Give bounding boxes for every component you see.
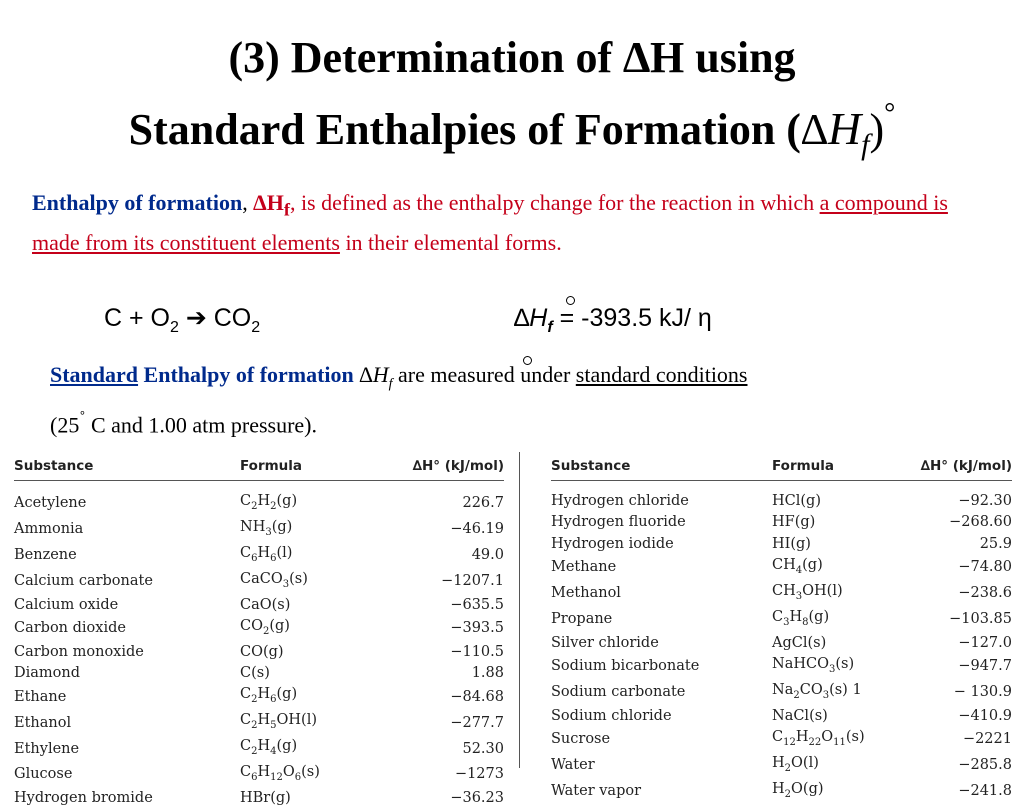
formula-cell xyxy=(240,642,380,663)
table-spacer xyxy=(14,481,504,492)
formula-part: CO xyxy=(800,682,823,698)
formula-part: CO xyxy=(240,618,263,634)
substance-cell: Ethane xyxy=(14,684,240,710)
header-formula-right: Formula xyxy=(772,452,902,481)
formula-part: C xyxy=(240,712,251,728)
standard-degree: ˚ xyxy=(79,408,85,428)
table-row xyxy=(551,753,1012,779)
formula-part: C xyxy=(240,545,251,561)
formula-subscript: 3 xyxy=(283,579,289,590)
formula-subscript: 2 xyxy=(785,789,791,800)
formula-subscript: 2 xyxy=(251,746,257,757)
formula-subscript: 2 xyxy=(251,720,257,731)
enthalpy-number: = -393.5 kJ/ η xyxy=(553,304,712,332)
formula-cell xyxy=(772,512,902,533)
formula-part: (g) xyxy=(277,493,298,509)
title-close: ) xyxy=(869,105,884,154)
substance-cell: Ammonia xyxy=(14,517,240,543)
formula-subscript: 12 xyxy=(270,772,283,783)
enthalpy-cell: 1.88 xyxy=(380,663,504,684)
standard-h: H xyxy=(373,362,389,387)
formula-part: C xyxy=(240,764,251,780)
table-row xyxy=(14,543,504,569)
standard-word: Standard xyxy=(50,362,138,387)
table-row xyxy=(14,736,504,762)
formula-part: (g) xyxy=(802,557,823,573)
formula-subscript: 6 xyxy=(295,772,301,783)
formula-part: Na xyxy=(772,682,793,698)
formula-part: HI(g) xyxy=(772,536,811,552)
table-row xyxy=(14,517,504,543)
formula-cell xyxy=(772,491,902,512)
definition-dh-sub: f xyxy=(284,199,290,219)
enthalpy-cell: −1207.1 xyxy=(380,569,504,595)
formula-part: CO(g) xyxy=(240,644,284,660)
formula-cell xyxy=(240,736,380,762)
formula-part: AgCl(s) xyxy=(772,635,826,651)
substance-cell: Carbon dioxide xyxy=(14,616,240,642)
standard-bold-text: Enthalpy of formation xyxy=(138,362,359,387)
formula-cell xyxy=(772,607,902,633)
substance-cell: Calcium carbonate xyxy=(14,569,240,595)
title-line-2 xyxy=(0,86,1024,173)
enthalpy-h: H xyxy=(529,304,547,332)
formula-cell xyxy=(240,710,380,736)
equation-o-sub: 2 xyxy=(170,319,179,336)
formula-cell xyxy=(240,762,380,788)
formula-part: OH(l) xyxy=(802,583,842,599)
formula-part: HCl(g) xyxy=(772,493,821,509)
standard-delta: ∆ xyxy=(359,362,372,387)
formula-part: OH(l) xyxy=(277,712,317,728)
formula-part: (g) xyxy=(277,738,298,754)
formula-subscript: 4 xyxy=(270,746,276,757)
formula-part: H xyxy=(257,545,270,561)
formula-part: H xyxy=(257,686,270,702)
enthalpy-cell: −238.6 xyxy=(902,581,1012,607)
title-h: H xyxy=(828,103,861,154)
formula-cell xyxy=(240,616,380,642)
substance-cell: Sucrose xyxy=(551,727,772,753)
formula-part: H xyxy=(789,609,802,625)
header-formula: Formula xyxy=(240,452,380,481)
formula-subscript: 2 xyxy=(270,501,276,512)
enthalpy-cell: −74.80 xyxy=(902,555,1012,581)
formula-cell xyxy=(772,779,902,805)
standard-text-2: (25 xyxy=(50,413,79,438)
formula-part: NH xyxy=(240,519,265,535)
formula-part: HBr(g) xyxy=(240,790,291,806)
standard-underlined: standard conditions xyxy=(576,362,748,387)
substance-cell: Ethanol xyxy=(14,710,240,736)
table-row xyxy=(551,581,1012,607)
formula-subscript: 3 xyxy=(823,690,829,701)
degree-circle-icon-2 xyxy=(523,356,532,365)
formula-subscript: 6 xyxy=(251,553,257,564)
formula-part: (s) 1 xyxy=(829,682,862,698)
formula-subscript: 8 xyxy=(802,617,808,628)
right-table-body xyxy=(551,481,1012,805)
formula-subscript: 3 xyxy=(265,527,271,538)
formula-cell xyxy=(240,543,380,569)
formula-cell xyxy=(772,753,902,779)
formula-part: C xyxy=(772,609,783,625)
table-row xyxy=(14,642,504,663)
equation-co-sub: 2 xyxy=(251,319,260,336)
title-sub-f: f xyxy=(861,128,869,161)
table-row xyxy=(551,727,1012,753)
formula-subscript: 2 xyxy=(263,626,269,637)
formula-subscript: 2 xyxy=(251,694,257,705)
substance-cell: Carbon monoxide xyxy=(14,642,240,663)
substance-cell: Hydrogen chloride xyxy=(551,491,772,512)
formula-part: C xyxy=(240,493,251,509)
formula-part: CH xyxy=(772,583,796,599)
substance-cell: Glucose xyxy=(14,762,240,788)
formula-subscript: 6 xyxy=(270,553,276,564)
table-row xyxy=(551,555,1012,581)
formula-subscript: 2 xyxy=(251,501,257,512)
substance-cell: Hydrogen bromide xyxy=(14,788,240,809)
formula-cell xyxy=(772,534,902,555)
formula-subscript: 2 xyxy=(793,690,799,701)
formula-part: H xyxy=(772,755,785,771)
enthalpy-table-left xyxy=(14,452,504,809)
enthalpy-cell: −268.60 xyxy=(902,512,1012,533)
formula-part: H xyxy=(772,781,785,797)
formula-cell xyxy=(240,491,380,517)
substance-cell: Calcium oxide xyxy=(14,595,240,616)
substance-cell: Acetylene xyxy=(14,491,240,517)
standard-paragraph xyxy=(50,358,980,443)
equation-left: C + O xyxy=(104,304,170,332)
enthalpy-cell: −46.19 xyxy=(380,517,504,543)
formula-part: H xyxy=(796,729,809,745)
formula-cell xyxy=(772,706,902,727)
formula-part: O xyxy=(283,764,295,780)
table-row xyxy=(551,607,1012,633)
table-row xyxy=(551,512,1012,533)
equation-arrow: ➔ CO xyxy=(179,304,251,332)
formula-part: (g) xyxy=(269,618,290,634)
table-row xyxy=(551,779,1012,805)
slide-title xyxy=(0,30,1024,173)
formula-part: CH xyxy=(772,557,796,573)
table-row xyxy=(551,654,1012,680)
table-row xyxy=(551,491,1012,512)
enthalpy-cell: −127.0 xyxy=(902,633,1012,654)
definition-comma: , xyxy=(242,190,253,215)
substance-cell: Methane xyxy=(551,555,772,581)
substance-cell: Sodium bicarbonate xyxy=(551,654,772,680)
standard-text-3: C and 1.00 atm pressure). xyxy=(85,413,317,438)
title-line-1: (3) Determination of ∆H using xyxy=(0,30,1024,86)
table-row xyxy=(14,616,504,642)
formula-cell xyxy=(240,684,380,710)
enthalpy-cell: −2221 xyxy=(902,727,1012,753)
formula-subscript: 22 xyxy=(809,737,822,748)
substance-cell: Diamond xyxy=(14,663,240,684)
table-row xyxy=(551,680,1012,706)
table-row xyxy=(14,491,504,517)
substance-cell: Hydrogen fluoride xyxy=(551,512,772,533)
substance-cell: Water xyxy=(551,753,772,779)
formula-part: H xyxy=(257,712,270,728)
substance-cell: Silver chloride xyxy=(551,633,772,654)
formula-part: (s) xyxy=(846,729,865,745)
table-row xyxy=(14,569,504,595)
formula-cell xyxy=(240,595,380,616)
table-row xyxy=(14,710,504,736)
enthalpy-delta: ∆ xyxy=(514,304,529,332)
title-line-2-text: Standard Enthalpies of Formation ( xyxy=(129,105,801,154)
formula-subscript: 4 xyxy=(796,565,802,576)
formula-subscript: 2 xyxy=(785,763,791,774)
enthalpy-cell: −110.5 xyxy=(380,642,504,663)
formula-part: H xyxy=(257,493,270,509)
formula-part: O xyxy=(821,729,833,745)
formula-subscript: 5 xyxy=(270,720,276,731)
formula-subscript: 11 xyxy=(833,737,846,748)
substance-cell: Hydrogen iodide xyxy=(551,534,772,555)
substance-cell: Sodium chloride xyxy=(551,706,772,727)
header-substance-right: Substance xyxy=(551,452,772,481)
enthalpy-cell: −1273 xyxy=(380,762,504,788)
formula-cell xyxy=(772,555,902,581)
enthalpy-cell: −947.7 xyxy=(902,654,1012,680)
definition-term: Enthalpy of formation xyxy=(32,190,242,215)
enthalpy-table-right xyxy=(551,452,1012,805)
formula-cell xyxy=(772,581,902,607)
formula-part: NaHCO xyxy=(772,656,829,672)
standard-text-1: are measured under xyxy=(393,362,576,387)
substance-cell: Water vapor xyxy=(551,779,772,805)
title-delta: ∆ xyxy=(801,105,828,154)
enthalpy-cell: 25.9 xyxy=(902,534,1012,555)
enthalpy-f: f xyxy=(547,319,552,336)
table-row xyxy=(14,762,504,788)
enthalpy-cell: −84.68 xyxy=(380,684,504,710)
formula-part: H xyxy=(257,738,270,754)
header-dhf-right: ∆H° (kJ/mol) xyxy=(902,452,1012,481)
formula-part: (g) xyxy=(809,609,830,625)
formula-cell xyxy=(240,569,380,595)
formula-part: CaCO xyxy=(240,571,283,587)
enthalpy-cell: 52.30 xyxy=(380,736,504,762)
formula-subscript: 6 xyxy=(251,772,257,783)
formula-part: C xyxy=(240,686,251,702)
header-substance: Substance xyxy=(14,452,240,481)
formula-part: (g) xyxy=(272,519,293,535)
header-dhf: ∆H° (kJ/mol) xyxy=(380,452,504,481)
formula-part: C(s) xyxy=(240,665,270,681)
enthalpy-cell: −241.8 xyxy=(902,779,1012,805)
formula-subscript: 6 xyxy=(270,694,276,705)
title-degree: ° xyxy=(884,98,895,129)
substance-cell: Ethylene xyxy=(14,736,240,762)
enthalpy-cell: −36.23 xyxy=(380,788,504,809)
enthalpy-cell: −410.9 xyxy=(902,706,1012,727)
formula-cell xyxy=(772,680,902,706)
formula-cell xyxy=(772,633,902,654)
standard-sub-f: f xyxy=(389,376,393,391)
substance-cell: Methanol xyxy=(551,581,772,607)
definition-dh: ∆H xyxy=(253,190,284,215)
degree-circle-icon xyxy=(566,296,575,305)
definition-text-2: in their elemental forms. xyxy=(340,230,562,255)
enthalpy-cell: 226.7 xyxy=(380,491,504,517)
formula-cell xyxy=(240,517,380,543)
formula-cell xyxy=(772,654,902,680)
enthalpy-cell: 49.0 xyxy=(380,543,504,569)
formula-cell xyxy=(240,663,380,684)
substance-cell: Benzene xyxy=(14,543,240,569)
formula-part: (s) xyxy=(301,764,320,780)
table-row xyxy=(551,706,1012,727)
substance-cell: Sodium carbonate xyxy=(551,680,772,706)
formula-part: H xyxy=(257,764,270,780)
formula-part: C xyxy=(240,738,251,754)
definition-underlined: a compound is made from its constituent elements xyxy=(32,190,948,255)
definition-paragraph xyxy=(32,186,992,260)
formula-part: O(g) xyxy=(791,781,823,797)
formula-part: O(l) xyxy=(791,755,819,771)
formula-cell xyxy=(772,727,902,753)
formula-part: NaCl(s) xyxy=(772,708,828,724)
enthalpy-cell: −393.5 xyxy=(380,616,504,642)
formula-part: (g) xyxy=(277,686,298,702)
enthalpy-cell: −285.8 xyxy=(902,753,1012,779)
table-row xyxy=(551,534,1012,555)
left-table-body xyxy=(14,481,504,809)
table-divider xyxy=(519,452,520,768)
formula-subscript: 12 xyxy=(783,737,796,748)
formula-part: (s) xyxy=(289,571,308,587)
formula-part: (l) xyxy=(277,545,293,561)
formula-cell xyxy=(240,788,380,809)
enthalpy-cell: −92.30 xyxy=(902,491,1012,512)
definition-text-1: , is defined as the enthalpy change for the reaction in which xyxy=(290,190,820,215)
table-row xyxy=(14,663,504,684)
table-row xyxy=(551,633,1012,654)
table-row xyxy=(14,788,504,809)
substance-cell: Propane xyxy=(551,607,772,633)
enthalpy-value xyxy=(514,298,712,348)
formula-part: C xyxy=(772,729,783,745)
table-row xyxy=(14,595,504,616)
enthalpy-cell: −277.7 xyxy=(380,710,504,736)
formula-part: CaO(s) xyxy=(240,597,290,613)
formula-subscript: 3 xyxy=(783,617,789,628)
formula-subscript: 3 xyxy=(829,664,835,675)
enthalpy-cell: −103.85 xyxy=(902,607,1012,633)
enthalpy-cell: − 130.9 xyxy=(902,680,1012,706)
formula-part: (s) xyxy=(835,656,854,672)
reaction-equation xyxy=(104,298,260,348)
enthalpy-cell: −635.5 xyxy=(380,595,504,616)
table-spacer xyxy=(551,481,1012,492)
formula-part: HF(g) xyxy=(772,514,815,530)
table-row xyxy=(14,684,504,710)
formula-subscript: 3 xyxy=(796,591,802,602)
